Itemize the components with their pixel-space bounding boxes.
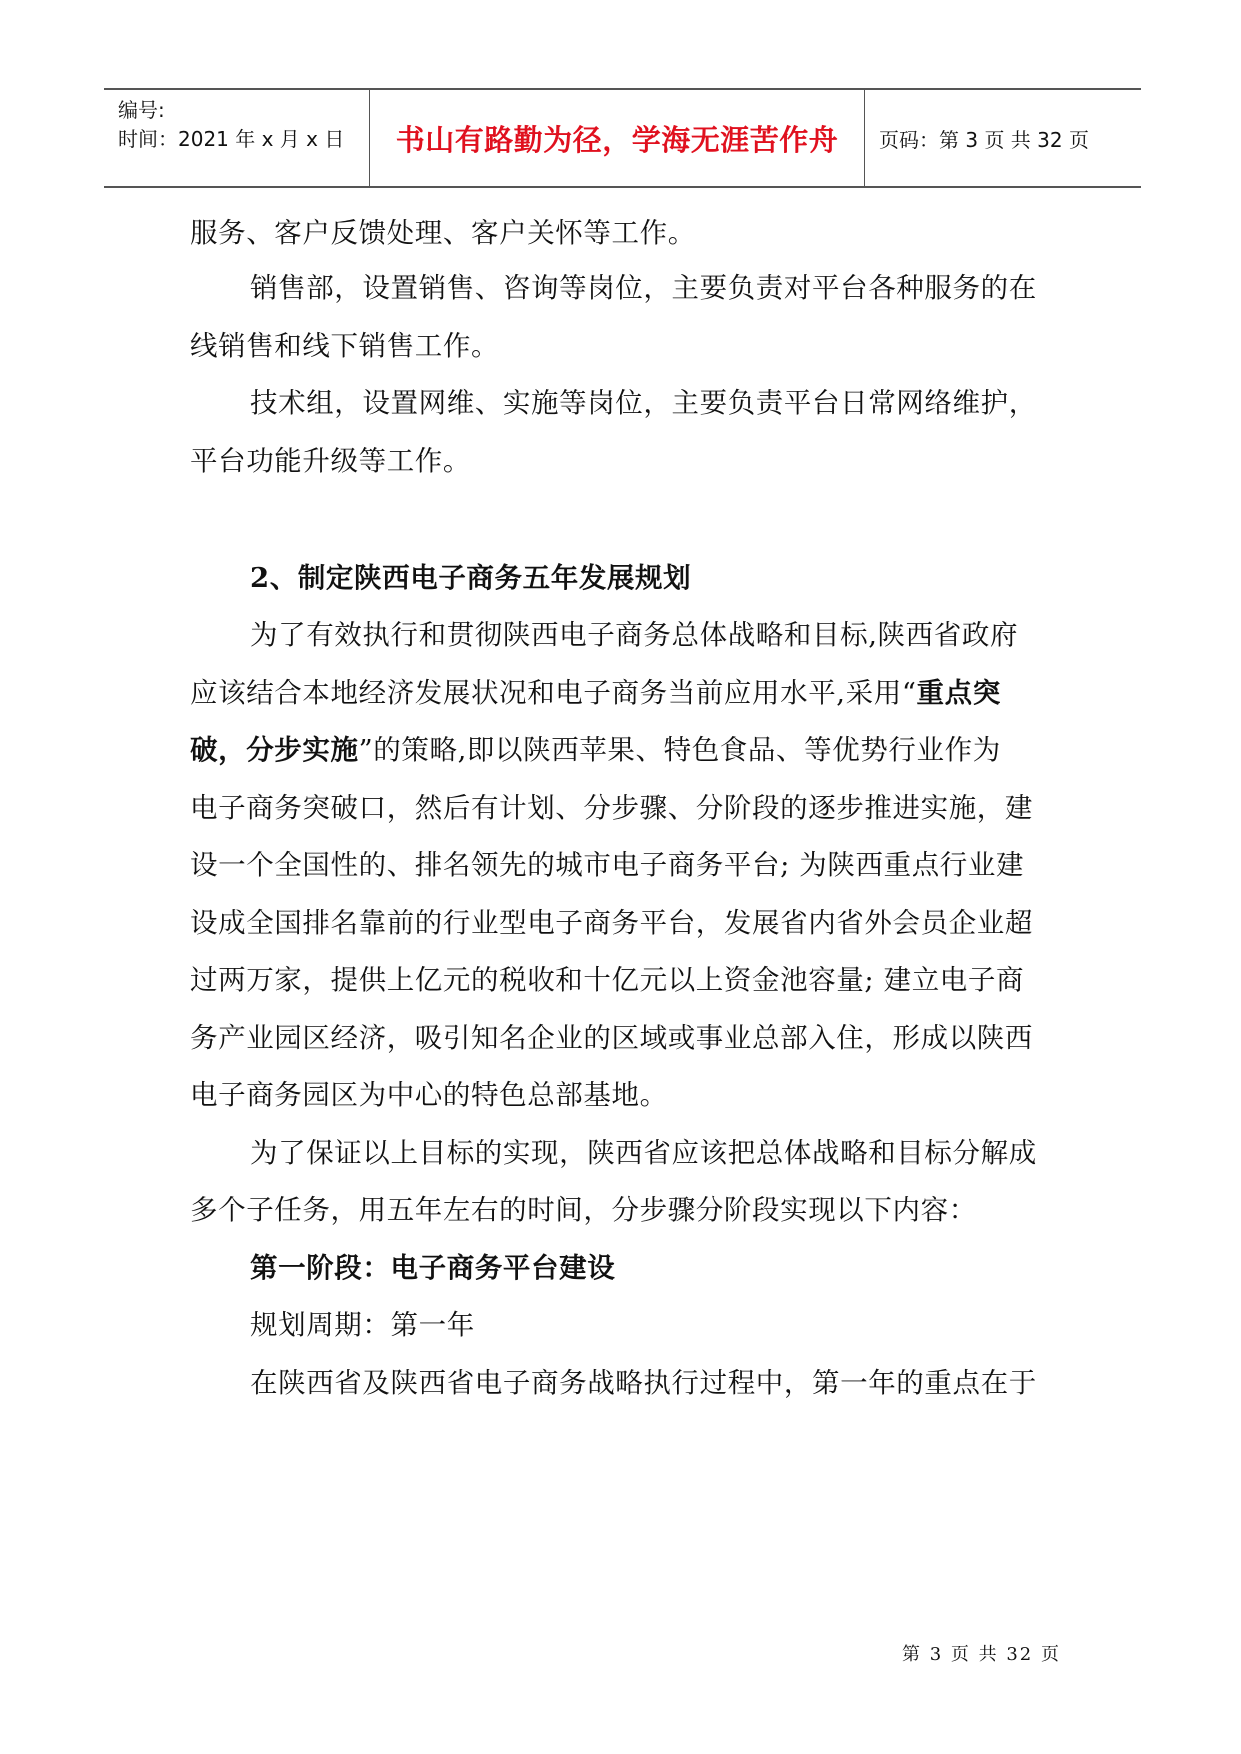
doc-time-label: 时间：2021 年 x 月 x 日 [118,127,345,151]
text-line: 平台功能升级等工作。 [190,445,471,477]
text-line [190,670,1001,710]
text-line: 销售部，设置销售、咨询等岗位，主要负责对平台各种服务的在 [250,272,1037,304]
text-line: 设成全国排名靠前的行业型电子商务平台，发展省内省外会员企业超 [190,907,1033,939]
page-footer: 第 3 页 共 32 页 [902,1644,1061,1665]
text-run: ”的策略,即以陕西苹果、特色食品、等优势行业作为 [358,734,1001,766]
text-line: 为了有效执行和贯彻陕西电子商务总体战略和目标,陕西省政府 [250,619,1019,651]
emphasis-text: 破，分步实施 [190,734,359,766]
header-meta-cell [104,90,370,186]
text-line: 过两万家，提供上亿元的税收和十亿元以上资金池容量; 建立电子商 [190,964,1025,996]
text-line: 设一个全国性的、排名领先的城市电子商务平台; 为陕西重点行业建 [190,849,1025,881]
text-line: 务产业园区经济，吸引知名企业的区域或事业总部入住，形成以陕西 [190,1022,1033,1054]
text-line: 规划周期：第一年 [250,1309,475,1341]
text-line: 在陕西省及陕西省电子商务战略执行过程中，第一年的重点在于 [250,1367,1037,1399]
text-line: 电子商务突破口，然后有计划、分步骤、分阶段的逐步推进实施，建 [190,792,1033,824]
text-line: 电子商务园区为中心的特色总部基地。 [190,1079,668,1111]
text-line: 为了保证以上目标的实现，陕西省应该把总体战略和目标分解成 [250,1137,1037,1169]
text-line [190,727,1001,767]
text-run: 应该结合本地经济发展状况和电子商务当前应用水平,采用“ [190,677,917,709]
text-line: 线销售和线下销售工作。 [190,330,500,362]
text-line: 多个子任务，用五年左右的时间，分步骤分阶段实现以下内容： [190,1194,977,1226]
emphasis-text: 重点突 [916,677,1001,709]
header-motto: 书山有路勤为径，学海无涯苦作舟 [370,90,865,186]
header-page-info: 页码：第 3 页 共 32 页 [879,127,1089,152]
doc-number-label: 编号: [118,98,165,122]
text-line: 技术组，设置网维、实施等岗位，主要负责平台日常网络维护， [250,387,1037,419]
stage-heading: 第一阶段：电子商务平台建设 [250,1252,616,1284]
section-heading: 2、制定陕西电子商务五年发展规划 [250,562,692,594]
page-header [104,88,1141,188]
text-line: 服务、客户反馈处理、客户关怀等工作。 [190,217,696,249]
